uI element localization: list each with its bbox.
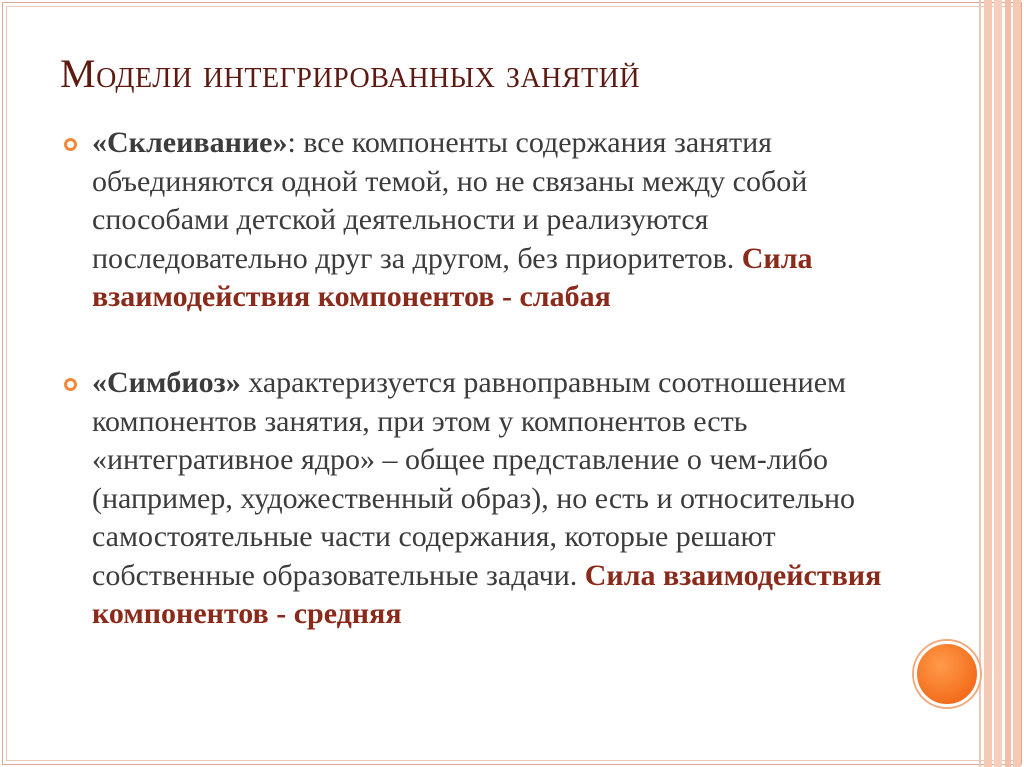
- bullet-item-gluing: [92, 124, 922, 317]
- decorative-stripe: [1005, 0, 1011, 767]
- bullet-marker-icon: [64, 378, 77, 391]
- decorative-stripe: [984, 0, 992, 767]
- bullet-accent: Сила взаимодействия компонентов - слабая: [92, 241, 813, 313]
- decorative-circle-icon: [914, 641, 980, 707]
- bullet-marker-icon: [64, 138, 77, 151]
- bullet-text: : все компоненты содержания занятия объединяются одной темой, но не связаны между собой способами детской деятельности и реализуются последовательно друг за другом, без приоритетов.: [92, 126, 808, 275]
- decorative-stripe: [994, 0, 1002, 767]
- decorative-stripe: [1013, 0, 1021, 767]
- bullet-text: характеризуется равноправным соотношением компонентов занятия, при этом у компонентов есть «интегративное ядро» – общее представление о чем-либо (например, художественный образ), но есть и относительно самостоятельные части содержания, которые решают собственные образовательные задачи.: [92, 366, 856, 592]
- bullet-lead: «Симбиоз»: [92, 366, 241, 399]
- bullet-accent: Сила взаимодействия компонентов - средняя: [92, 558, 882, 630]
- decorative-stripe: [979, 0, 981, 767]
- bullet-item-symbiosis: [92, 364, 922, 634]
- bullet-lead: «Склеивание»: [92, 126, 288, 159]
- slide-title: Модели интегрированных занятий: [60, 51, 641, 96]
